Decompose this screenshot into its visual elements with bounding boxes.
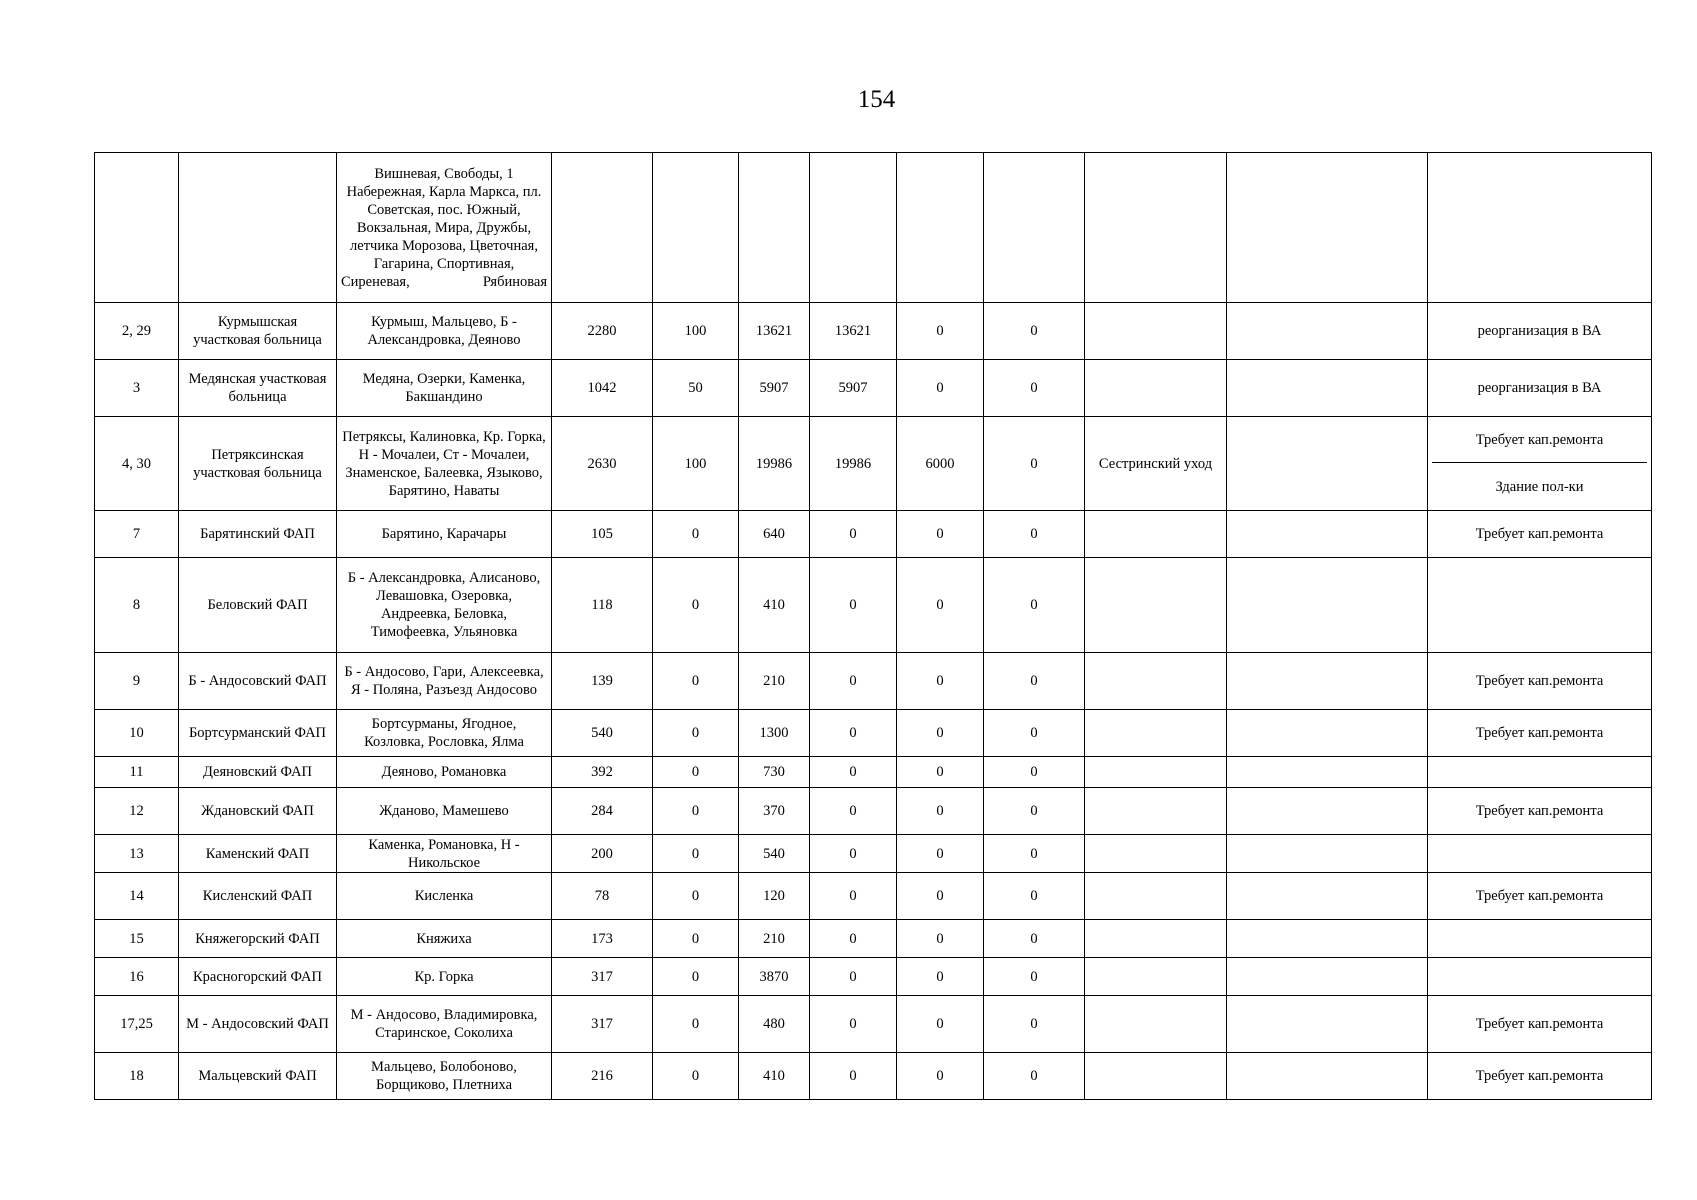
cell-addr: Кисленка [337, 873, 552, 920]
cell-c7 [1085, 873, 1227, 920]
cell-note: Требует кап.ремонта [1428, 1053, 1652, 1100]
cell-c7 [1085, 653, 1227, 710]
cell-c2: 0 [653, 757, 739, 788]
cell-c1: 105 [552, 511, 653, 558]
cell-c3: 480 [739, 996, 810, 1053]
cell-addr: Медяна, Озерки, Каменка, Бакшандино [337, 360, 552, 417]
cell-c5: 0 [897, 1053, 984, 1100]
table-row [95, 710, 1652, 757]
cell-c6: 0 [984, 303, 1085, 360]
cell-c5: 0 [897, 788, 984, 835]
cell-c5: 0 [897, 710, 984, 757]
cell-name: Петряксинская участковая больница [179, 417, 337, 511]
cell-c6: 0 [984, 835, 1085, 873]
table-body [95, 153, 1652, 1100]
cell-c1: 284 [552, 788, 653, 835]
cell-c3: 120 [739, 873, 810, 920]
cell-c1: 216 [552, 1053, 653, 1100]
cell-name [179, 153, 337, 303]
cell-c6: 0 [984, 996, 1085, 1053]
cell-addr: Барятино, Карачары [337, 511, 552, 558]
cell-c7 [1085, 757, 1227, 788]
cell-c1: 392 [552, 757, 653, 788]
cell-addr: Мальцево, Болобоново, Борщиково, Плетниха [337, 1053, 552, 1100]
cell-c4: 0 [810, 835, 897, 873]
cell-c3: 410 [739, 558, 810, 653]
cell-c7 [1085, 558, 1227, 653]
cell-c2: 0 [653, 710, 739, 757]
cell-c2: 0 [653, 653, 739, 710]
cell-c4: 0 [810, 996, 897, 1053]
cell-note: реорганизация в ВА [1428, 303, 1652, 360]
cell-c6: 0 [984, 958, 1085, 996]
cell-c1: 317 [552, 996, 653, 1053]
cell-num: 16 [95, 958, 179, 996]
cell-c5: 0 [897, 511, 984, 558]
cell-c7 [1085, 1053, 1227, 1100]
cell-name: Медянская участковая больница [179, 360, 337, 417]
table-row [95, 873, 1652, 920]
cell-c4: 0 [810, 873, 897, 920]
cell-c7 [1085, 996, 1227, 1053]
cell-c6: 0 [984, 511, 1085, 558]
cell-c5: 0 [897, 653, 984, 710]
cell-num: 17,25 [95, 996, 179, 1053]
cell-c6: 0 [984, 417, 1085, 511]
cell-c6: 0 [984, 1053, 1085, 1100]
cell-addr: Курмыш, Мальцево, Б - Александровка, Деяново [337, 303, 552, 360]
cell-note [1428, 757, 1652, 788]
cell-note [1428, 920, 1652, 958]
cell-addr: Деяново, Романовка [337, 757, 552, 788]
cell-note: Требует кап.ремонта [1428, 511, 1652, 558]
facilities-table [94, 152, 1652, 1100]
cell-addr: Петряксы, Калиновка, Кр. Горка, Н - Мочалеи, Ст - Мочалеи, Знаменское, Балеевка, Языково, Барятино, Наваты [337, 417, 552, 511]
cell-c3: 370 [739, 788, 810, 835]
cell-c6: 0 [984, 710, 1085, 757]
cell-name: Каменский ФАП [179, 835, 337, 873]
cell-addr: Кр. Горка [337, 958, 552, 996]
cell-c1: 173 [552, 920, 653, 958]
cell-name: Ждановский ФАП [179, 788, 337, 835]
cell-addr: Жданово, Мамешево [337, 788, 552, 835]
cell-name: Мальцевский ФАП [179, 1053, 337, 1100]
cell-c7 [1085, 788, 1227, 835]
cell-name: Бортсурманский ФАП [179, 710, 337, 757]
table-row [95, 558, 1652, 653]
cell-c4: 13621 [810, 303, 897, 360]
cell-c8 [1227, 360, 1428, 417]
cell-addr: Б - Андосово, Гари, Алексеевка, Я - Поляна, Разъезд Андосово [337, 653, 552, 710]
cell-note-top: Требует кап.ремонта [1432, 417, 1647, 463]
cell-c1: 2280 [552, 303, 653, 360]
table-row-continuation [95, 153, 1652, 303]
cell-name: Курмышская участковая больница [179, 303, 337, 360]
cell-name: М - Андосовский ФАП [179, 996, 337, 1053]
cell-name: Кисленский ФАП [179, 873, 337, 920]
cell-num: 7 [95, 511, 179, 558]
cell-note: реорганизация в ВА [1428, 360, 1652, 417]
cell-c1: 317 [552, 958, 653, 996]
cell-note [1428, 417, 1652, 511]
cell-c1: 1042 [552, 360, 653, 417]
cell-c6: 0 [984, 653, 1085, 710]
cell-note: Требует кап.ремонта [1428, 788, 1652, 835]
cell-name: Б - Андосовский ФАП [179, 653, 337, 710]
cell-num: 4, 30 [95, 417, 179, 511]
cell-c3: 3870 [739, 958, 810, 996]
cell-c2: 0 [653, 873, 739, 920]
cell-c6: 0 [984, 788, 1085, 835]
cell-c8 [1227, 873, 1428, 920]
cell-c1: 200 [552, 835, 653, 873]
cell-c5: 6000 [897, 417, 984, 511]
cell-c8 [1227, 835, 1428, 873]
cell-c6: 0 [984, 757, 1085, 788]
cell-addr: Б - Александровка, Алисаново, Левашовка, Озеровка, Андреевка, Беловка, Тимофеевка, Ульяновка [337, 558, 552, 653]
cell-num: 18 [95, 1053, 179, 1100]
cell-note: Требует кап.ремонта [1428, 653, 1652, 710]
cell-c8 [1227, 1053, 1428, 1100]
cell-c5: 0 [897, 920, 984, 958]
cell-c5: 0 [897, 558, 984, 653]
cell-c4: 0 [810, 1053, 897, 1100]
cell-name: Барятинский ФАП [179, 511, 337, 558]
cell-note: Требует кап.ремонта [1428, 873, 1652, 920]
cell-c3: 210 [739, 653, 810, 710]
cell-c8 [1227, 710, 1428, 757]
cell-c2: 0 [653, 788, 739, 835]
cell-c4: 0 [810, 958, 897, 996]
cell-num: 3 [95, 360, 179, 417]
cell-name: Деяновский ФАП [179, 757, 337, 788]
cell-c7 [1085, 511, 1227, 558]
cell-note [1428, 958, 1652, 996]
cell-c2: 0 [653, 558, 739, 653]
table-row [95, 303, 1652, 360]
cell-c7 [1085, 835, 1227, 873]
cell-c8 [1227, 558, 1428, 653]
cell-c6: 0 [984, 920, 1085, 958]
cell-c3: 19986 [739, 417, 810, 511]
cell-c4: 5907 [810, 360, 897, 417]
cell-c6: 0 [984, 360, 1085, 417]
cell-c3: 410 [739, 1053, 810, 1100]
cell-c4: 0 [810, 757, 897, 788]
cell-num: 10 [95, 710, 179, 757]
table-row [95, 417, 1652, 511]
cell-num: 15 [95, 920, 179, 958]
cell-c8 [1227, 653, 1428, 710]
cell-c2: 100 [653, 417, 739, 511]
table-row [95, 653, 1652, 710]
cell-num: 8 [95, 558, 179, 653]
table-row [95, 996, 1652, 1053]
cell-note: Требует кап.ремонта [1428, 710, 1652, 757]
cell-c4: 0 [810, 558, 897, 653]
cell-c1: 2630 [552, 417, 653, 511]
cell-c7 [1085, 303, 1227, 360]
cell-c5: 0 [897, 835, 984, 873]
table-row [95, 788, 1652, 835]
cell-c4: 0 [810, 653, 897, 710]
cell-c5: 0 [897, 873, 984, 920]
cell-addresses: Вишневая, Свободы, 1 Набережная, Карла Маркса, пл. Советская, пос. Южный, Вокзальная, Мира, Дружбы, летчика Морозова, Цветочная, Гагарина, Спортивная, Сиреневая, Рябиновая [337, 153, 552, 303]
cell-c4: 0 [810, 710, 897, 757]
cell-addr: Бортсурманы, Ягодное, Козловка, Рословка, Ялма [337, 710, 552, 757]
cell-c8 [1227, 757, 1428, 788]
cell-c2: 50 [653, 360, 739, 417]
table-row [95, 958, 1652, 996]
cell-c8 [1227, 996, 1428, 1053]
cell-c8 [1227, 920, 1428, 958]
cell-c8 [1227, 303, 1428, 360]
cell-c4: 0 [810, 920, 897, 958]
page-number: 154 [857, 86, 896, 113]
cell-c5: 0 [897, 303, 984, 360]
cell-c8 [1227, 958, 1428, 996]
table-row [95, 835, 1652, 873]
cell-name: Красногорский ФАП [179, 958, 337, 996]
cell-c8 [1227, 417, 1428, 511]
cell-num: 14 [95, 873, 179, 920]
cell-c3: 1300 [739, 710, 810, 757]
cell-num [95, 153, 179, 303]
cell-c3: 210 [739, 920, 810, 958]
cell-addr: Княжиха [337, 920, 552, 958]
cell-c3: 5907 [739, 360, 810, 417]
table-row [95, 920, 1652, 958]
cell-c5: 0 [897, 996, 984, 1053]
cell-num: 13 [95, 835, 179, 873]
cell-c2: 0 [653, 835, 739, 873]
table-row [95, 511, 1652, 558]
cell-num: 9 [95, 653, 179, 710]
cell-c3: 730 [739, 757, 810, 788]
cell-note-bottom: Здание пол-ки [1495, 478, 1584, 495]
cell-c4: 0 [810, 788, 897, 835]
cell-c2: 100 [653, 303, 739, 360]
cell-name: Княжегорский ФАП [179, 920, 337, 958]
cell-c3: 540 [739, 835, 810, 873]
cell-note [1428, 558, 1652, 653]
cell-c7 [1085, 920, 1227, 958]
table-row [95, 360, 1652, 417]
cell-c5: 0 [897, 958, 984, 996]
cell-c4: 19986 [810, 417, 897, 511]
cell-c2: 0 [653, 511, 739, 558]
table-row [95, 1053, 1652, 1100]
table-row [95, 757, 1652, 788]
cell-c3: 13621 [739, 303, 810, 360]
cell-c2: 0 [653, 1053, 739, 1100]
cell-c1: 78 [552, 873, 653, 920]
cell-addr: М - Андосово, Владимировка, Старинское, Соколиха [337, 996, 552, 1053]
cell-c8 [1227, 511, 1428, 558]
cell-c6: 0 [984, 873, 1085, 920]
cell-c1: 540 [552, 710, 653, 757]
cell-c6: 0 [984, 558, 1085, 653]
cell-note: Требует кап.ремонта [1428, 996, 1652, 1053]
cell-c8 [1227, 788, 1428, 835]
cell-num: 2, 29 [95, 303, 179, 360]
cell-c5: 0 [897, 757, 984, 788]
cell-c2: 0 [653, 920, 739, 958]
cell-note [1428, 835, 1652, 873]
cell-addr: Каменка, Романовка, Н - Никольское [337, 835, 552, 873]
cell-name: Беловский ФАП [179, 558, 337, 653]
cell-c2: 0 [653, 996, 739, 1053]
cell-num: 11 [95, 757, 179, 788]
cell-c7 [1085, 360, 1227, 417]
cell-c1: 139 [552, 653, 653, 710]
cell-num: 12 [95, 788, 179, 835]
cell-c3: 640 [739, 511, 810, 558]
cell-c4: 0 [810, 511, 897, 558]
cell-c2: 0 [653, 958, 739, 996]
cell-c1: 118 [552, 558, 653, 653]
cell-c7 [1085, 710, 1227, 757]
cell-c5: 0 [897, 360, 984, 417]
cell-c7 [1085, 958, 1227, 996]
cell-c7: Сестринский уход [1085, 417, 1227, 511]
